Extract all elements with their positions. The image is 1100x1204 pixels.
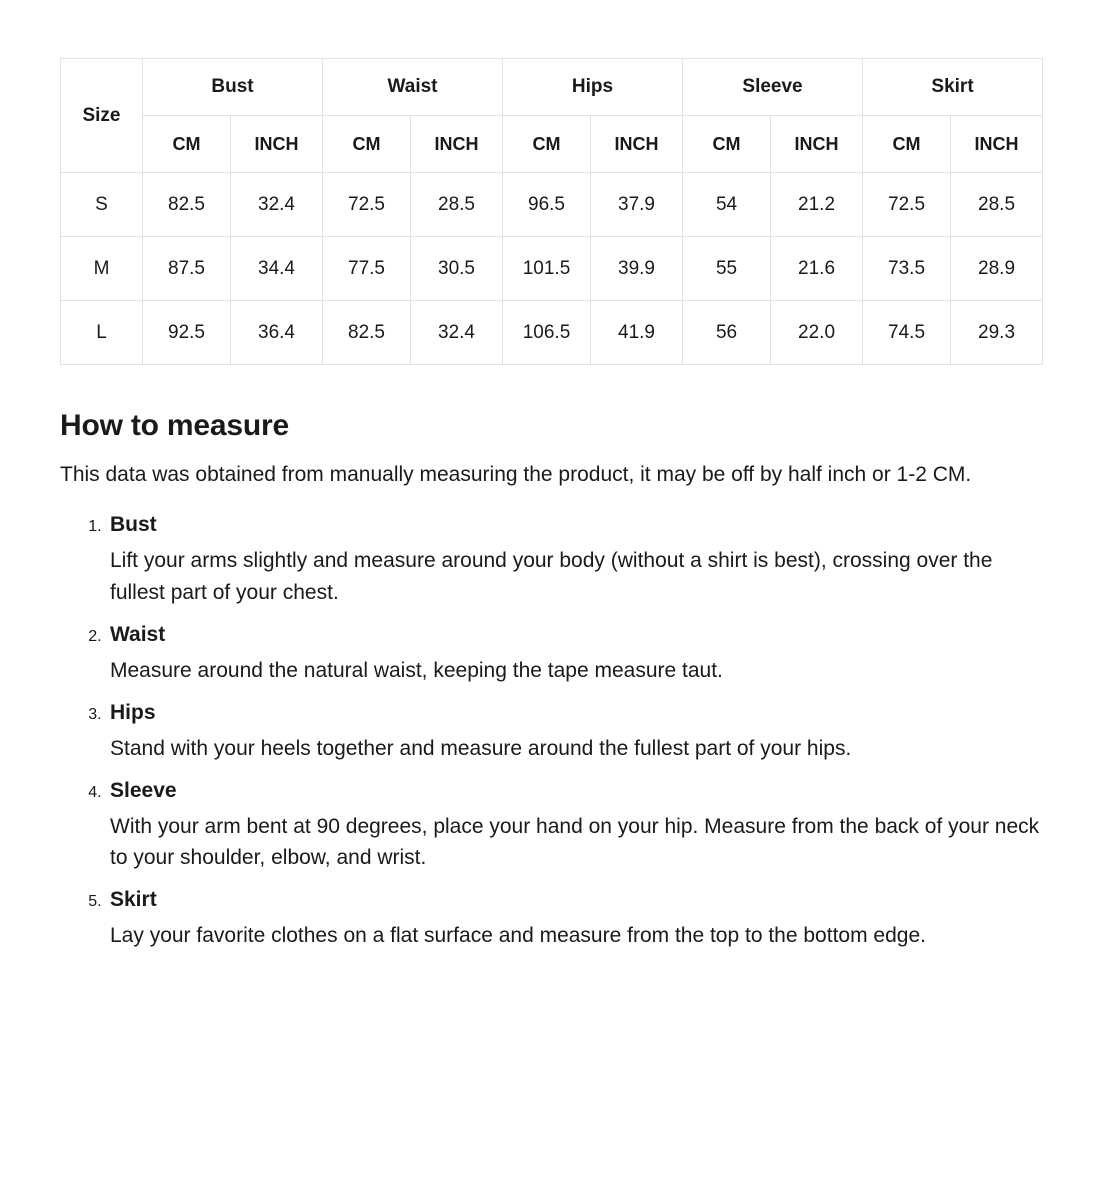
cell-hips-inch: 41.9 — [591, 301, 683, 365]
cell-waist-cm: 77.5 — [323, 237, 411, 301]
list-item — [106, 623, 1040, 687]
cell-size: M — [61, 237, 143, 301]
list-item-desc: Lift your arms slightly and measure around your body (without a shirt is best), crossing over the fullest part of your chest. — [110, 548, 993, 604]
cell-sleeve-cm: 55 — [683, 237, 771, 301]
unit-header-skirt-inch: INCH — [951, 116, 1043, 173]
table-header — [61, 59, 1043, 173]
cell-sleeve-inch: 21.2 — [771, 173, 863, 237]
unit-header-sleeve-inch: INCH — [771, 116, 863, 173]
table-row — [61, 173, 1043, 237]
cell-skirt-inch: 28.5 — [951, 173, 1043, 237]
how-to-measure-title: How to measure — [60, 409, 289, 442]
unit-header-hips-cm: CM — [503, 116, 591, 173]
cell-hips-cm: 101.5 — [503, 237, 591, 301]
how-to-measure-intro: This data was obtained from manually measuring the product, it may be off by half inch or 1-2 CM. — [60, 463, 972, 486]
cell-bust-cm: 82.5 — [143, 173, 231, 237]
list-item-title: 4. Sleeve — [110, 778, 177, 802]
unit-header-bust-cm: CM — [143, 116, 231, 173]
cell-bust-inch: 34.4 — [231, 237, 323, 301]
cell-bust-inch: 36.4 — [231, 301, 323, 365]
table-row — [61, 237, 1043, 301]
cell-waist-cm: 82.5 — [323, 301, 411, 365]
size-chart-table — [60, 58, 1043, 365]
list-item — [106, 779, 1040, 875]
cell-waist-cm: 72.5 — [323, 173, 411, 237]
column-header-size: Size — [61, 59, 143, 173]
table-row — [61, 301, 1043, 365]
cell-hips-inch: 39.9 — [591, 237, 683, 301]
cell-waist-inch: 32.4 — [411, 301, 503, 365]
list-item-desc: Lay your favorite clothes on a flat surface and measure from the top to the bottom edge. — [110, 924, 926, 948]
cell-sleeve-cm: 54 — [683, 173, 771, 237]
cell-sleeve-inch: 22.0 — [771, 301, 863, 365]
unit-header-waist-cm: CM — [323, 116, 411, 173]
cell-skirt-cm: 72.5 — [863, 173, 951, 237]
list-item — [106, 701, 1040, 765]
column-header-sleeve: Sleeve — [683, 59, 863, 116]
unit-header-bust-inch: INCH — [231, 116, 323, 173]
list-item — [106, 513, 1040, 609]
list-item-desc: Measure around the natural waist, keeping the tape measure taut. — [110, 658, 723, 682]
cell-bust-cm: 87.5 — [143, 237, 231, 301]
list-item-title: 3. Hips — [110, 700, 156, 724]
cell-size: L — [61, 301, 143, 365]
list-item-desc: With your arm bent at 90 degrees, place your hand on your hip. Measure from the back of your neck to your shoulder, elbow, and wrist. — [110, 814, 1040, 870]
column-header-skirt: Skirt — [863, 59, 1043, 116]
list-item — [106, 888, 1040, 952]
cell-skirt-inch: 28.9 — [951, 237, 1043, 301]
cell-size: S — [61, 173, 143, 237]
table-header-row-groups — [61, 59, 1043, 116]
table-header-row-units — [61, 116, 1043, 173]
list-item-title: 1. Bust — [110, 512, 157, 536]
table-body — [61, 173, 1043, 365]
cell-sleeve-cm: 56 — [683, 301, 771, 365]
unit-header-hips-inch: INCH — [591, 116, 683, 173]
how-to-measure-list — [60, 513, 1040, 952]
cell-skirt-cm: 73.5 — [863, 237, 951, 301]
list-item-title: 2. Waist — [110, 622, 166, 646]
unit-header-sleeve-cm: CM — [683, 116, 771, 173]
list-item-title: 5. Skirt — [110, 888, 157, 912]
cell-hips-cm: 106.5 — [503, 301, 591, 365]
column-header-bust: Bust — [143, 59, 323, 116]
cell-waist-inch: 30.5 — [411, 237, 503, 301]
list-item-desc: Stand with your heels together and measure around the fullest part of your hips. — [110, 736, 852, 760]
cell-bust-cm: 92.5 — [143, 301, 231, 365]
cell-bust-inch: 32.4 — [231, 173, 323, 237]
cell-skirt-cm: 74.5 — [863, 301, 951, 365]
unit-header-waist-inch: INCH — [411, 116, 503, 173]
cell-waist-inch: 28.5 — [411, 173, 503, 237]
column-header-waist: Waist — [323, 59, 503, 116]
cell-skirt-inch: 29.3 — [951, 301, 1043, 365]
cell-hips-inch: 37.9 — [591, 173, 683, 237]
column-header-hips: Hips — [503, 59, 683, 116]
cell-hips-cm: 96.5 — [503, 173, 591, 237]
cell-sleeve-inch: 21.6 — [771, 237, 863, 301]
unit-header-skirt-cm: CM — [863, 116, 951, 173]
